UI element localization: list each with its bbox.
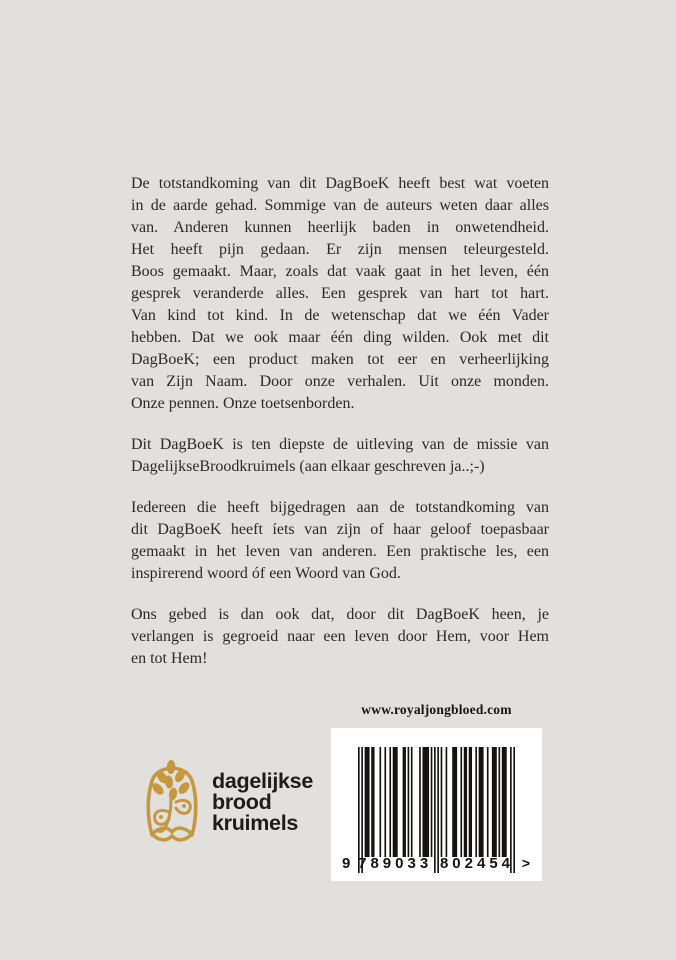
text-line: Het heeft pijn gedaan. Er zijn mensen teleurgesteld.: [131, 241, 549, 258]
logo-word-1: dagelijkse: [212, 769, 313, 793]
text-line: gesprek veranderde alles. Een gesprek van hart tot hart.: [131, 285, 549, 302]
paragraph-3: [131, 497, 549, 585]
text-line: DagBoeK; een product maken tot eer en verheerlijking: [131, 351, 549, 368]
text-line: verlangen is gegroeid naar een leven door Hem, voor Hem: [131, 628, 549, 645]
text-line: Van kind tot kind. In de wetenschap dat we één Vader: [131, 307, 549, 324]
text-line: hebben. Dat we ook maar één ding wilden. Ook met dit: [131, 329, 549, 346]
logo-wordmark: [212, 771, 313, 834]
publisher-url: www.royaljongbloed.com: [361, 702, 512, 717]
text-line: van Zijn Naam. Door onze verhalen. Uit onze monden.: [131, 373, 549, 390]
text-line: Dit DagBoeK is ten diepste de uitleving van de missie van: [131, 436, 549, 453]
back-cover-text: [131, 173, 549, 670]
isbn-left-group: 789033: [358, 855, 433, 872]
text-line: en tot Hem!: [131, 650, 208, 667]
logo-word-3: kruimels: [212, 811, 299, 835]
barcode-quiet-zone-arrow: >: [521, 855, 530, 871]
isbn-barcode-panel: [331, 728, 542, 881]
text-line: Iedereen die heeft bijgedragen aan de totstandkoming van: [131, 499, 549, 516]
isbn-digits: [342, 853, 530, 873]
wheat-sheaf-icon: [140, 751, 206, 849]
text-line: inspirerend woord óf een Woord van God.: [131, 565, 401, 582]
publisher-logo: [140, 751, 313, 849]
isbn-first-digit: 9: [342, 855, 351, 872]
text-line: De totstandkoming van dit DagBoeK heeft best wat voeten: [131, 175, 549, 192]
paragraph-1: [131, 173, 549, 415]
paragraph-4: [131, 604, 549, 670]
text-line: Onze pennen. Onze toetsenborden.: [131, 395, 355, 412]
text-line: DagelijkseBroodkruimels (aan elkaar geschreven ja..;-): [131, 458, 485, 475]
text-line: Ons gebed is dan ook dat, door dit DagBoeK heen, je: [131, 606, 549, 623]
text-line: van. Anderen kunnen heerlijk baden in onwetendheid.: [131, 219, 549, 236]
text-line: in de aarde gehad. Sommige van de auteurs weten daar alles: [131, 197, 549, 214]
text-line: gemaakt in het leven van anderen. Een praktische les, een: [131, 543, 549, 560]
text-line: dit DagBoeK heeft íets van zijn of haar geloof toepasbaar: [131, 521, 549, 538]
text-line: Boos gemaakt. Maar, zoals dat vaak gaat in het leven, één: [131, 263, 549, 280]
isbn-right-group: 802454: [439, 855, 515, 872]
logo-word-2: brood: [212, 790, 272, 814]
paragraph-2: [131, 434, 549, 478]
